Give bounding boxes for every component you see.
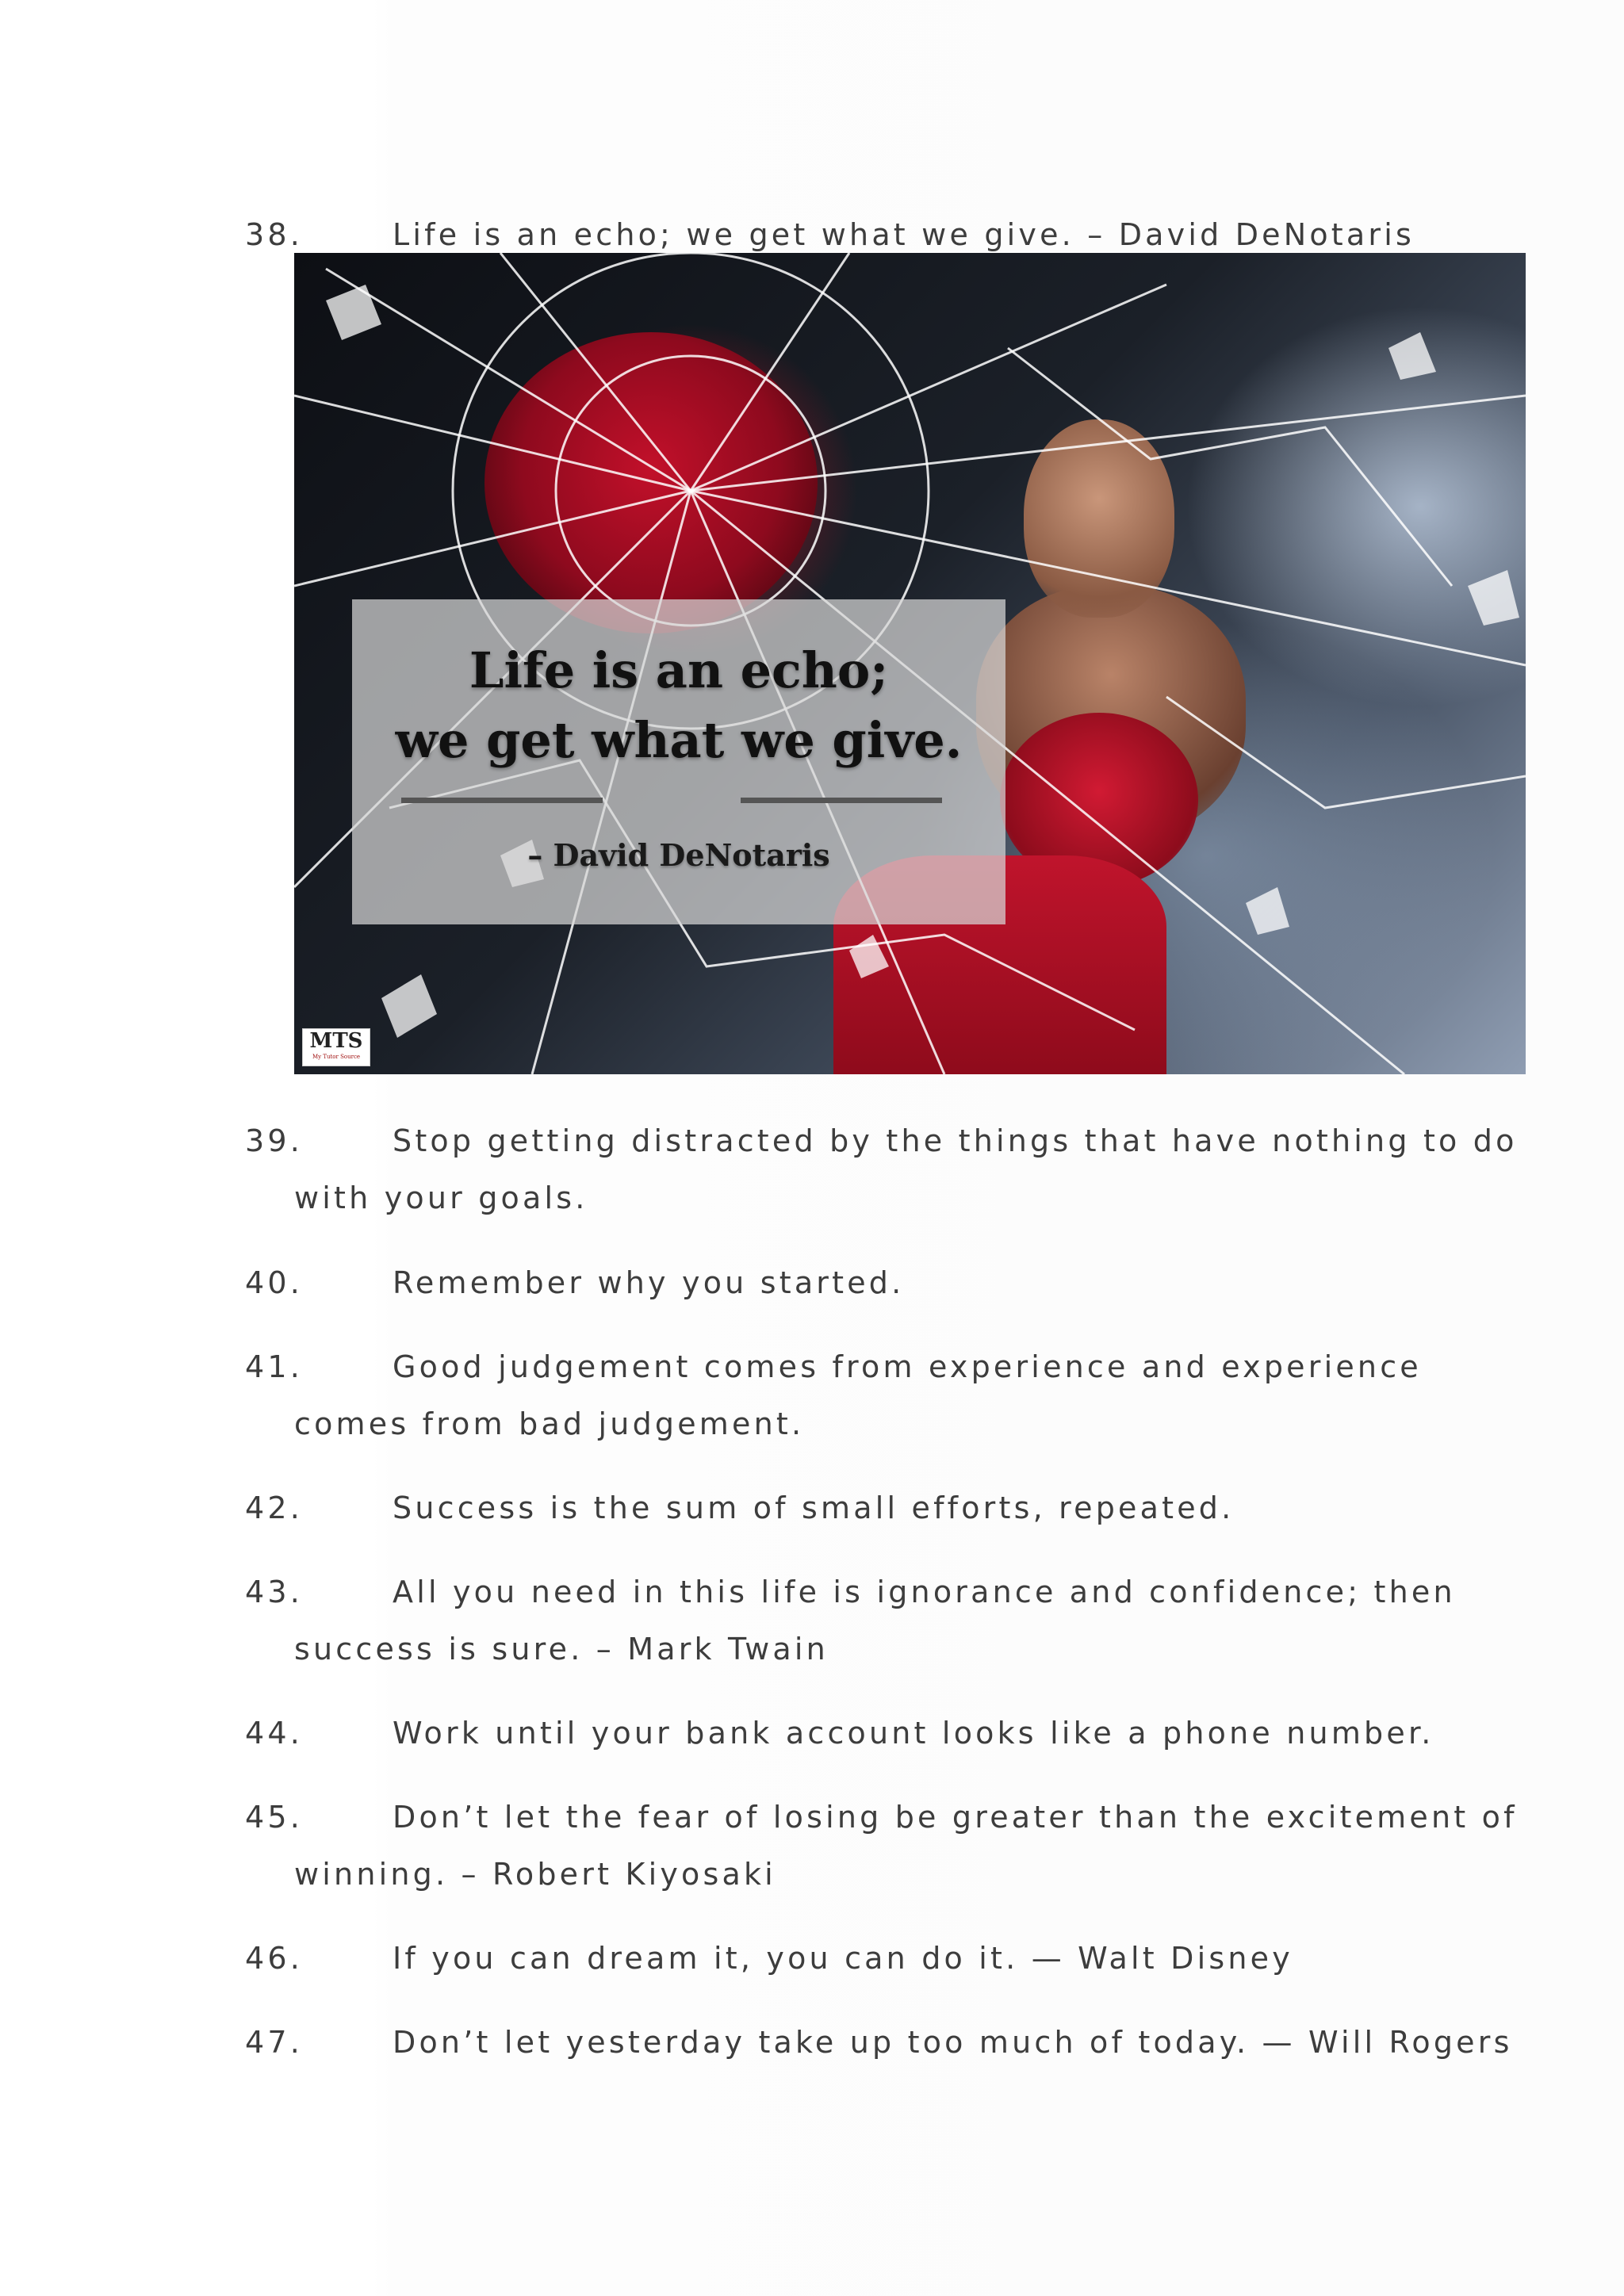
logo-mark: MTS [309,1029,363,1053]
brand-logo [302,1028,370,1066]
item-number: 45. [245,1800,304,1835]
item-text: Stop getting distracted by the things that have nothing to do [393,1123,1518,1158]
divider [401,798,603,803]
overlay-quote-author: – David DeNotaris [527,837,830,873]
item-number: 42. [245,1490,304,1525]
item-text: Life is an echo; we get what we give. – David DeNotaris [393,217,1415,252]
overlay-quote-line-2: we get what we give. [395,711,963,769]
item-number: 46. [245,1941,304,1976]
item-number: 47. [245,2025,304,2060]
item-number: 43. [245,1575,304,1609]
item-text: Don’t let the fear of losing be greater than the excitement of [393,1800,1518,1835]
item-text: Remember why you started. [393,1265,905,1300]
item-text-continued: with your goals. [294,1181,588,1215]
item-text-continued: comes from bad judgement. [294,1406,805,1441]
item-number: 41. [245,1349,304,1384]
item-text: Good judgement comes from experience and experience [393,1349,1422,1384]
item-number: 39. [245,1123,304,1158]
item-text-continued: success is sure. – Mark Twain [294,1632,829,1667]
item-text: Don’t let yesterday take up too much of today. — Will Rogers [393,2025,1513,2060]
overlay-quote-line-1: Life is an echo; [469,641,889,699]
item-text: If you can dream it, you can do it. — Walt Disney [393,1941,1293,1976]
item-text-continued: winning. – Robert Kiyosaki [294,1857,776,1892]
logo-subtitle: My Tutor Source [312,1054,361,1060]
item-number: 40. [245,1265,304,1300]
item-text: Work until your bank account looks like a phone number. [393,1716,1434,1751]
divider [741,798,942,803]
item-text: Success is the sum of small efforts, repeated. [393,1490,1235,1525]
quote-overlay-box [352,599,1005,924]
item-number: 44. [245,1716,304,1751]
item-number: 38. [245,217,304,252]
overlay-quote-text [352,636,1005,775]
boxer-quote-image [294,253,1526,1074]
item-text: All you need in this life is ignorance and confidence; then [393,1575,1456,1609]
